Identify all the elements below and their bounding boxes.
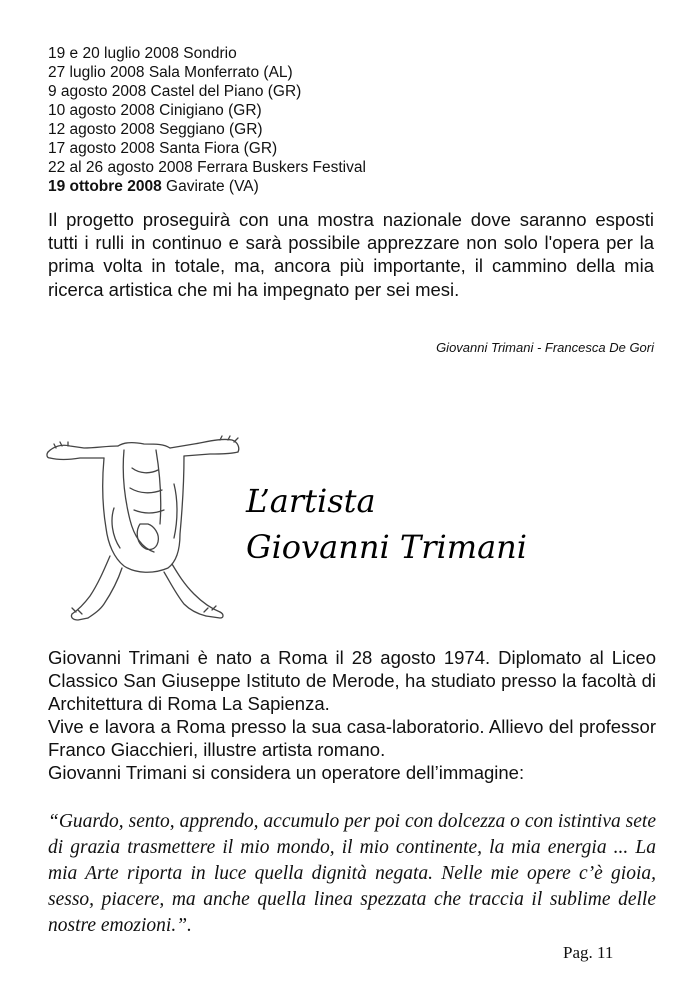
bio-paragraph: Vive e lavora a Roma presso la sua casa-laboratorio. Allievo del professor Franco Giacchieri, illustre artista romano. (48, 716, 656, 760)
bio-paragraph: Giovanni Trimani si considera un operatore dell’immagine: (48, 762, 525, 783)
bio-paragraph: Giovanni Trimani è nato a Roma il 28 agosto 1974. Diplomato al Liceo Classico San Giuseppe Istituto de Merode, ha studiato presso la facoltà di Architettura di Roma La Sapienza. (48, 647, 656, 714)
event-date-row: 22 al 26 agosto 2008 Ferrara Buskers Festival (48, 159, 366, 176)
section-title-line: Giovanni Trimani (246, 528, 527, 566)
event-date-row: 19 ottobre 2008 Gavirate (VA) (48, 178, 259, 195)
artist-quote: “Guardo, sento, apprendo, accumulo per poi con dolcezza o con istintiva sete di grazia trasmettere il mio mondo, il mio continente, la mia energia ... La mia Arte riporta in luce quella dignità negata. Nelle mie opere c’è gioia, sesso, piacere, ma anche quella linea spezzata che traccia il sublime delle nostre emozioni.”. (48, 811, 656, 936)
author-credit: Giovanni Trimani - Francesca De Gori (436, 340, 654, 355)
figure-sketch-illustration (44, 424, 244, 624)
event-date-row: 12 agosto 2008 Seggiano (GR) (48, 121, 263, 138)
section-title (246, 478, 527, 570)
section-title-line: L’artista (246, 482, 376, 520)
event-date-row: 10 agosto 2008 Cinigiano (GR) (48, 102, 262, 119)
event-date-row: 19 e 20 luglio 2008 Sondrio (48, 45, 237, 62)
page-number: Pag. 11 (563, 943, 614, 962)
project-paragraph: Il progetto proseguirà con una mostra nazionale dove saranno esposti tutti i rulli in continuo e sarà possibile apprezzare non solo l'opera per la prima volta in totale, ma, ancora più importante, il cammino della mia ricerca artistica che mi ha impegnato per sei mesi. (48, 209, 654, 300)
event-date-row: 27 luglio 2008 Sala Monferrato (AL) (48, 64, 293, 81)
event-date-row: 9 agosto 2008 Castel del Piano (GR) (48, 83, 302, 100)
event-dates-list (48, 44, 366, 196)
artist-biography (48, 646, 656, 784)
event-date-row: 17 agosto 2008 Santa Fiora (GR) (48, 140, 278, 157)
